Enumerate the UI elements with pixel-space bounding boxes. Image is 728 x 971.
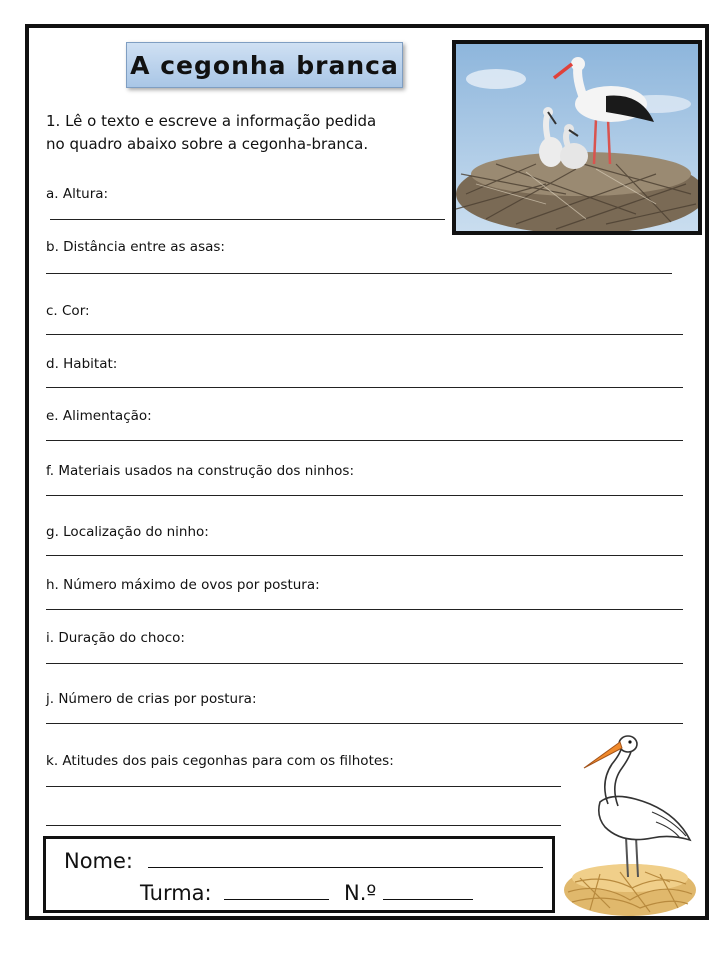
name-field[interactable] (148, 849, 543, 868)
number-label: N.º (344, 881, 377, 905)
question-altura: a. Altura: (46, 186, 109, 202)
answer-line-materiais-ninhos[interactable] (46, 495, 683, 496)
answer-line-habitat[interactable] (46, 387, 683, 388)
question-cor: c. Cor: (46, 303, 90, 319)
answer-line-altura[interactable] (50, 219, 445, 220)
question-numero-ovos: h. Número máximo de ovos por postura: (46, 577, 320, 593)
stork-drawing-icon (560, 732, 700, 918)
question-materiais-ninhos: f. Materiais usados na construção dos ninhos: (46, 463, 354, 479)
answer-line-distancia-asas[interactable] (46, 273, 672, 274)
name-row (64, 849, 543, 873)
page-title: A cegonha branca (130, 50, 399, 80)
answer-line-numero-crias[interactable] (46, 723, 683, 724)
question-habitat: d. Habitat: (46, 356, 118, 372)
question-alimentacao: e. Alimentação: (46, 408, 152, 424)
stork-photo-image (456, 44, 698, 231)
question-localizacao-ninho: g. Localização do ninho: (46, 524, 209, 540)
stork-illustration (560, 732, 700, 918)
answer-line-alimentacao[interactable] (46, 440, 683, 441)
instructions-line-2: no quadro abaixo sobre a cegonha-branca. (46, 135, 369, 153)
answer-line-atitudes-pais-2[interactable] (46, 825, 561, 826)
stork-photo (452, 40, 702, 235)
title-banner (126, 42, 403, 88)
question-distancia-asas: b. Distância entre as asas: (46, 239, 225, 255)
instructions-line-1: 1. Lê o texto e escreve a informação pedida (46, 112, 377, 130)
class-row (140, 881, 473, 905)
question-numero-crias: j. Número de crias por postura: (46, 691, 257, 707)
answer-line-numero-ovos[interactable] (46, 609, 683, 610)
instructions (46, 110, 446, 156)
answer-line-localizacao-ninho[interactable] (46, 555, 683, 556)
name-label: Nome: (64, 849, 134, 873)
class-field[interactable] (224, 881, 329, 900)
student-info-box (43, 836, 555, 913)
question-atitudes-pais: k. Atitudes dos pais cegonhas para com os filhotes: (46, 753, 394, 769)
number-field[interactable] (383, 881, 473, 900)
answer-line-duracao-choco[interactable] (46, 663, 683, 664)
question-duracao-choco: i. Duração do choco: (46, 630, 185, 646)
answer-line-cor[interactable] (46, 334, 683, 335)
answer-line-atitudes-pais-1[interactable] (46, 786, 561, 787)
class-label: Turma: (140, 881, 212, 905)
